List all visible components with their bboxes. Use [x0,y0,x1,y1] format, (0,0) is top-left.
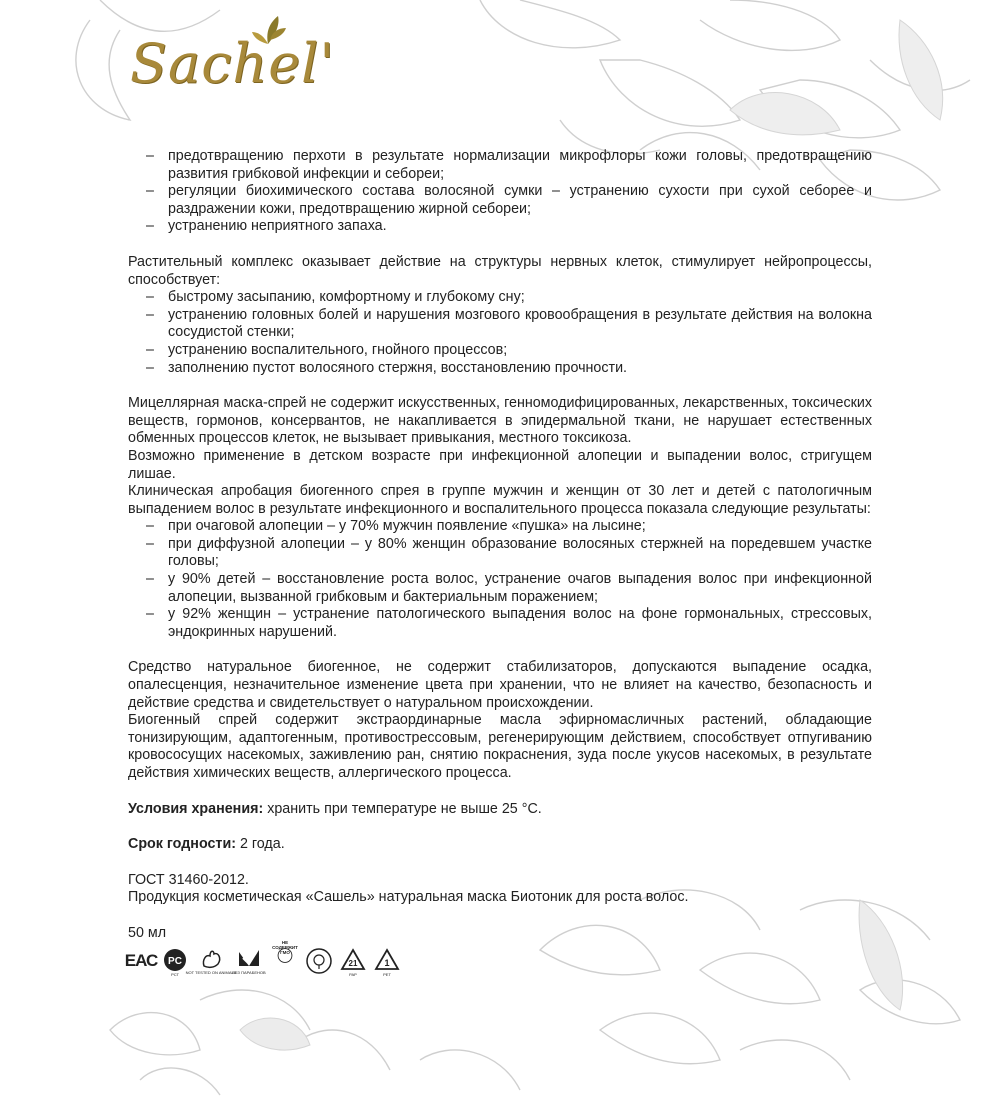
pap-label: PAP [349,972,357,977]
pet-number: 1 [384,958,390,968]
eac-mark-icon [124,948,158,978]
no-parabens-icon [234,948,264,978]
paragraph-natural: Средство натуральное биогенное, не содержит стабилизаторов, допускаются выпадение осадка, опалесценция, незначительное изменение цвета при хранении, что не влияет на качество, безопасность и действие средства и свидетельствует о натуральном происхождении. [128,659,872,711]
list-item: – при очаговой алопеции – у 70% мужчин появление «пушка» на лысине; [128,518,872,536]
no-gmo-icon [272,940,298,978]
certification-icons [124,940,400,982]
paragraph-plant-complex: Растительный комплекс оказывает действие на структуры нервных клеток, стимулирует нейропроцессы, способствует: [128,253,872,288]
list-item: – регуляции биохимического состава волосяной сумки – устранению сухости при сухой себорее и раздражении кожи, предотвращению жирной себореи; [128,183,872,218]
no-gmo-line-1: НЕ [281,940,289,945]
list-item: – при диффузной алопеции – у 80% женщин образование волосяных стержней на поредевшем участке головы; [128,536,872,571]
shelf-value: 2 года. [236,836,285,853]
no-parabens-label: БЕЗ ПАРАБЕНОВ [232,970,266,975]
pet-label: PET [383,972,391,977]
not-tested-label: NOT TESTED ON ANIMALS [185,970,237,975]
storage-label: Условия хранения: [128,800,264,817]
storage-value: хранить при температуре не выше 25 °С. [263,800,542,817]
product-name: Продукция косметическая «Сашель» натуральная маска Биотоник для роста волос. [128,889,689,906]
eac-text: ЕАС [124,951,158,970]
list-item: – быстрому засыпанию, комфортному и глубокому сну; [128,289,872,307]
list-item: – устранению воспалительного, гнойного процессов; [128,342,872,360]
gost-standard: ГОСТ 31460-2012. [128,871,249,888]
paragraph-composition: Мицеллярная маска-спрей не содержит искусственных, генномодифицированных, лекарственных, токсических веществ, гормонов, консервантов, не накапливается в эпидермальной ткани, не нарушает естественных обменных процессов клеток, не вызывает привыкания, местного токсикоза. [128,395,872,447]
rst-label: РСТ [171,972,179,977]
list-item: – у 90% детей – восстановление роста волос, устранение очагов выпадения волос при инфекционной алопеции, вызванной грибковым и бактериальным поражением; [128,571,872,606]
not-tested-on-animals-icon [185,948,237,978]
list-item: – устранению головных болей и нарушения мозгового кровообращения в результате действия на волокна сосудистой стенки; [128,307,872,342]
logo-text: Sachel' [130,32,336,95]
brand-logo [130,10,350,100]
rst-mark-icon [162,948,188,978]
storage-conditions [128,801,872,819]
volume: 50 мл [128,924,167,941]
product-description [128,148,872,943]
recycle-pet-icon [374,948,400,978]
benefits-list-1 [128,148,872,236]
recycle-pap-icon [340,948,366,978]
paragraph-oils: Биогенный спрей содержит экстраординарные масла эфирномасличных растений, обладающие тонизирующим, адаптогенным, противострессовым, регенерирующим действием, способствует отпугиванию кровососущих насекомых, заживлению ран, снятию покраснения, зуда после укусов насекомых, в результате действия химических веществ, аллергического процесса. [128,712,872,781]
benefits-list-2 [128,289,872,377]
list-item: – заполнению пустот волосяного стержня, восстановлению прочности. [128,360,872,378]
paragraph-clinical-trial: Клиническая апробация биогенного спрея в группе мужчин и женщин от 30 лет и детей с патологичным выпадением волос в результате инфекционного и воспалительного процесса показала следующие результаты: [128,483,872,517]
list-item: – устранению неприятного запаха. [128,218,872,236]
svg-text:PC: PC [168,956,182,967]
paragraph-children-use: Возможно применение в детском возрасте при инфекционной алопеции и выпадении волос, стригущем лишае. [128,447,872,482]
shelf-life [128,836,872,854]
pap-number: 21 [348,959,358,968]
shelf-label: Срок годности: [128,836,236,853]
list-item: – у 92% женщин – устранение патологического выпадения волос на фоне гормональных, стрессовых, эндокринных нарушений. [128,606,872,641]
organic-icon [306,948,332,978]
no-gmo-line-3: ГМО [280,950,290,955]
list-item: – предотвращению перхоти в результате нормализации микрофлоры кожи головы, предотвращению развития грибковой инфекции и себореи; [128,148,872,183]
no-gmo-text [272,940,298,955]
no-gmo-line-2: СОДЕРЖИТ [272,945,298,950]
results-list [128,518,872,641]
